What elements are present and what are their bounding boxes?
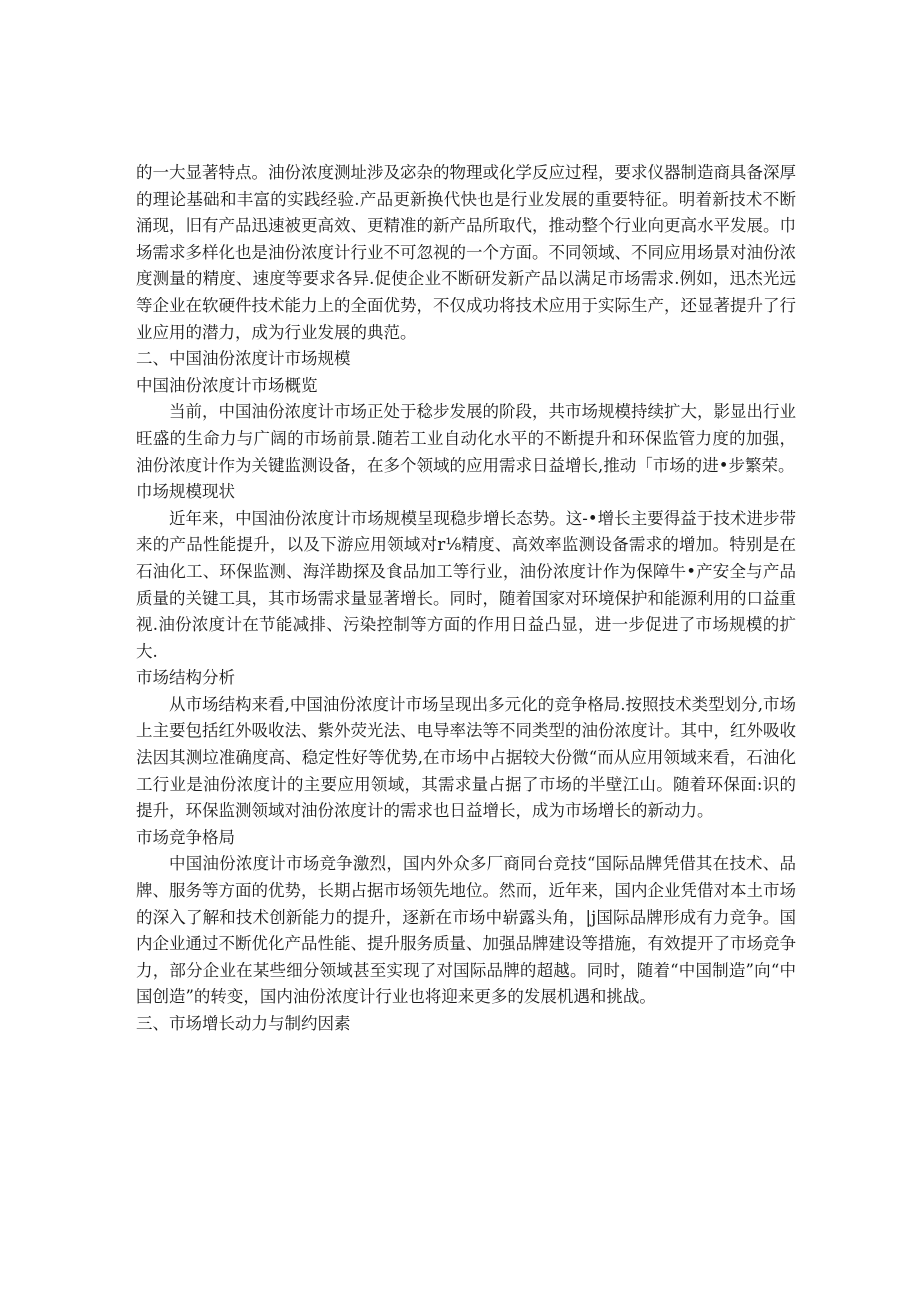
paragraph-market-overview: 当前，中国油份浓度计市场正处于稔步发展的阶段，共市场规模持续扩大，影显出行业旺盛的生命力与广阔的市场前景.随若工业自动化水平的不断提升和环保监管力度的加强，油份浓度计作为关键监测设备，在多个领域的应用需求日益增长,推动「市场的进•步繁荣。 bbox=[136, 402, 796, 475]
section-heading-2: 二、中国油份浓度计市场规模 bbox=[136, 349, 351, 369]
paragraph-competition: 中国油份浓度计市场竞争激烈，国内外众多厂商同台竞技“国际品牌凭借其在技术、品牌、服务等方面的优势，长期占据市场领先地位。然而，近年来，国内企业凭借对本土市场的深入了解和技术创新能力的提升，逐新在市场中崭露头角，|j国际品牌形成有力竞争。国内企业通过不断优化产品性能、提升服务质量、加强品牌建设等措施，有效提开了市场竞争力，部分企业在某些细分领域甚至实现了对国际品牌的超越。同时，随着“中国制造”向“中国创造”的转变，国内油份浓度计行业也将迎来更多的发展机遇和挑战。 bbox=[136, 854, 796, 1007]
subheading-competition: 市场竞争格局 bbox=[136, 827, 235, 847]
subheading-market-overview: 中国油份浓度计市场概览 bbox=[136, 375, 318, 395]
subheading-market-size-status: 巾场规模现状 bbox=[136, 482, 235, 502]
paragraph-market-size-status: 近年来，中国油份浓度计市场规模呈现稳步增长态势。这-•增长主要得益于技术进步带来的产品性能提升，以及下游应用领域对r⅛精度、高效率监测设备需求的增加。特别是在石油化工、环保监测、海洋勘探及食品加工等行业，油份浓度计作为保障牛•产安全与产品质量的关键工具，其市场需求量显著增长。同时，随着国家对环境保护和能源利用的口益重视.油份浓度计在节能减排、污染控制等方面的作用日益凸显，进一步促进了市场规模的扩大. bbox=[136, 508, 796, 661]
subheading-market-structure: 市场结构分析 bbox=[136, 668, 235, 688]
document-body bbox=[136, 160, 796, 1038]
section-heading-3: 三、市场增长动力与制约因素 bbox=[136, 1014, 351, 1033]
paragraph-intro: 的一大显著特点。油份浓度测址涉及宓杂的物理或化学反应过程，要求仪器制造商具备深厚的理论基础和丰富的实践经验.产品更新换代快也是行业发展的重要特征。明着新技术不断涌现，旧有产品迅速被更高效、更精准的新产品所取代，推动整个行业向更高水平发展。巾场需求多样化也是油份浓度计行业不可忽视的一个方面。不同领域、不同应用场景对油份浓度测量的精度、速度等要求各异.促使企业不断研发新产品以满足市场需求.例如，迅杰光远等企业在软硬件技术能力上的全面优势，不仅成功将技术应用于实际生产，还显著提升了行业应用的潜力，成为行业发展的典范。 bbox=[136, 163, 796, 342]
paragraph-market-structure: 从市场结构来看,中国油份浓度计市场呈现出多元化的竞争格局.按照技术类型划分,市场上主要包括红外吸收法、紫外荧光法、电导率法等不同类型的油份浓度计。其中，红外吸收法因其测垃准确度高、稳定性好等优势,在市场中占据较大份微“而从应用领域来看，石油化工行业是油份浓度计的主要应用领域，其需求量占据了市场的半壁江山。随着环保面:识的提升，环保监测领域对油份浓度计的需求也日益增长，成为市场增长的新动力。 bbox=[136, 694, 796, 821]
